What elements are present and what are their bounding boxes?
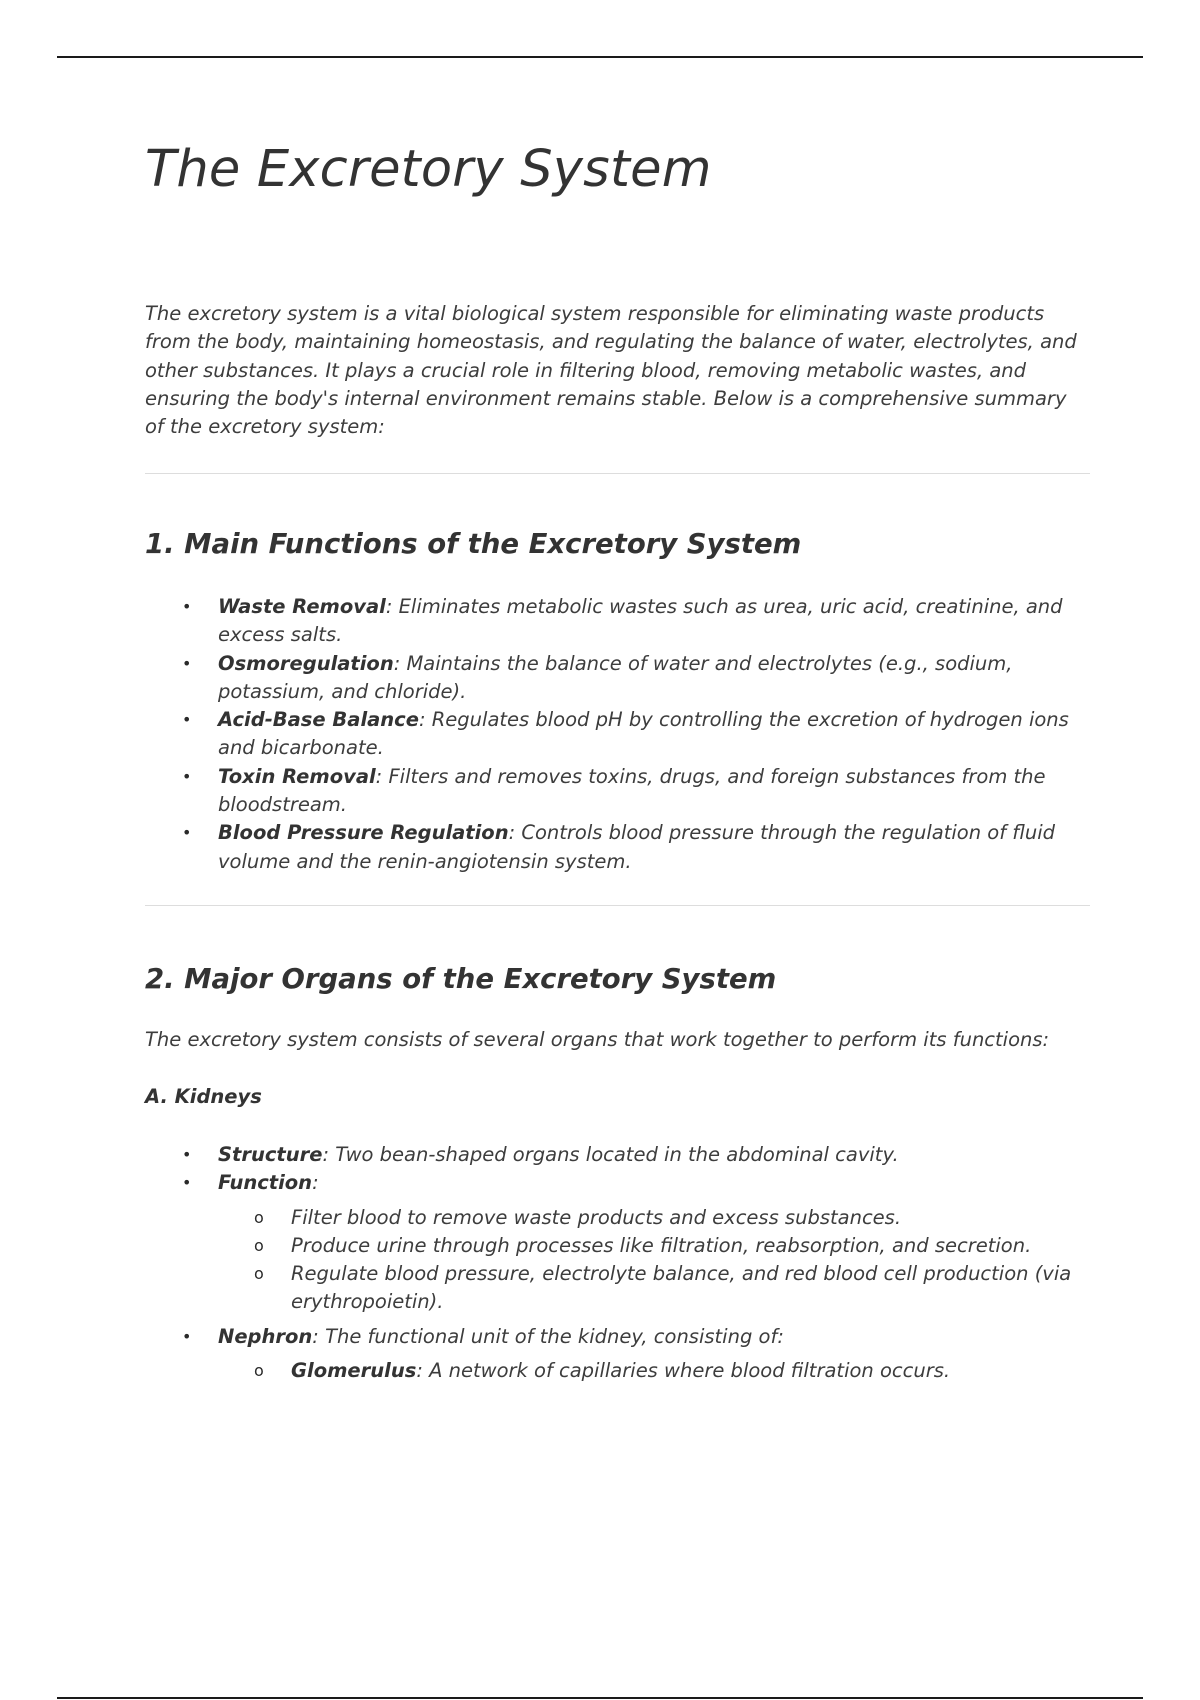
list-item xyxy=(145,763,1090,820)
list-item xyxy=(145,593,1090,650)
sublist-item xyxy=(218,1232,1090,1260)
bullet-icon: • xyxy=(182,823,192,843)
list-item xyxy=(145,706,1090,763)
bullet-icon: • xyxy=(182,597,192,616)
list-item-term: Nephron xyxy=(218,1324,313,1348)
main-functions-list xyxy=(145,593,1090,876)
list-item xyxy=(145,1323,1090,1386)
list-item-text: : Two bean-shaped organs located in the abdominal cavity. xyxy=(322,1143,899,1166)
subheading-kidneys: A. Kidneys xyxy=(145,1085,262,1108)
list-item-text: : Controls blood pressure through the regulation of fluid volume and the renin-angiotensin system. xyxy=(218,821,1056,873)
bullet-icon: • xyxy=(182,710,192,730)
sublist-item-text: Regulate blood pressure, electrolyte balance, and red blood cell production (via erythropoietin). xyxy=(291,1262,1072,1314)
section-divider xyxy=(145,905,1090,906)
bullet-icon: • xyxy=(182,766,192,786)
list-item xyxy=(145,650,1090,707)
organs-intro-text: The excretory system consists of several organs that work together to perform its functions: xyxy=(145,1028,1050,1051)
list-item-term: Osmoregulation xyxy=(218,651,394,675)
document-title: The Excretory System xyxy=(145,140,712,199)
sublist-item xyxy=(218,1357,1090,1385)
circle-bullet-icon: o xyxy=(254,1235,264,1255)
list-item xyxy=(145,819,1090,876)
function-sublist xyxy=(218,1204,1090,1317)
list-item xyxy=(145,1141,1090,1169)
section-heading-main-functions: 1. Main Functions of the Excretory System xyxy=(145,528,802,560)
sublist-item-text: : A network of capillaries where blood filtration occurs. xyxy=(416,1359,951,1383)
nephron-sublist xyxy=(218,1357,1090,1385)
sublist-item-text: Filter blood to remove waste products and excess substances. xyxy=(291,1205,902,1229)
bullet-icon: • xyxy=(182,1326,192,1346)
list-item-text: : Maintains the balance of water and electrolytes (e.g., sodium, potassium, and chloride). xyxy=(218,651,1013,703)
list-item-text: : Eliminates metabolic wastes such as urea, uric acid, creatinine, and excess salts. xyxy=(218,595,1063,647)
list-item-term: Structure xyxy=(218,1143,323,1166)
list-item-term: Blood Pressure Regulation xyxy=(218,821,509,845)
sublist-item-term: Glomerulus xyxy=(291,1359,417,1383)
bullet-icon: • xyxy=(182,653,192,673)
list-item-term: Waste Removal xyxy=(218,595,386,618)
list-item-term: Toxin Removal xyxy=(218,764,376,788)
intro-paragraph: The excretory system is a vital biological system responsible for eliminating waste products from the body, maintaining homeostasis, and regulating the balance of water, electrolytes, and other substances. It plays a crucial role in filtering blood, removing metabolic wastes, and ensuring the body's internal environment remains stable. Below is a comprehensive summary of the excretory system: xyxy=(145,302,1077,439)
list-item-text: : Regulates blood pH by controlling the excretion of hydrogen ions and bicarbonate. xyxy=(218,708,1069,760)
list-item xyxy=(145,1169,1090,1316)
bullet-icon: • xyxy=(182,1173,192,1193)
sublist-item-text: Produce urine through processes like filtration, reabsorption, and secretion. xyxy=(291,1233,1032,1257)
list-item-text: : Filters and removes toxins, drugs, and foreign substances from the bloodstream. xyxy=(218,764,1046,817)
kidneys-list xyxy=(145,1141,1090,1391)
list-item-term: Function xyxy=(218,1171,313,1195)
sublist-item xyxy=(218,1204,1090,1232)
sublist-item xyxy=(218,1260,1090,1317)
list-item-text: : The functional unit of the kidney, consisting of: xyxy=(312,1324,784,1348)
circle-bullet-icon: o xyxy=(254,1207,264,1227)
section-divider xyxy=(145,473,1090,474)
page-bottom-rule xyxy=(57,1697,1143,1699)
list-item-term: Acid-Base Balance xyxy=(218,708,419,732)
list-item-text: : xyxy=(312,1171,319,1195)
section-heading-major-organs: 2. Major Organs of the Excretory System xyxy=(145,963,777,995)
circle-bullet-icon: o xyxy=(254,1361,264,1381)
page-top-rule xyxy=(57,56,1143,58)
bullet-icon: • xyxy=(182,1145,192,1164)
circle-bullet-icon: o xyxy=(254,1264,264,1284)
